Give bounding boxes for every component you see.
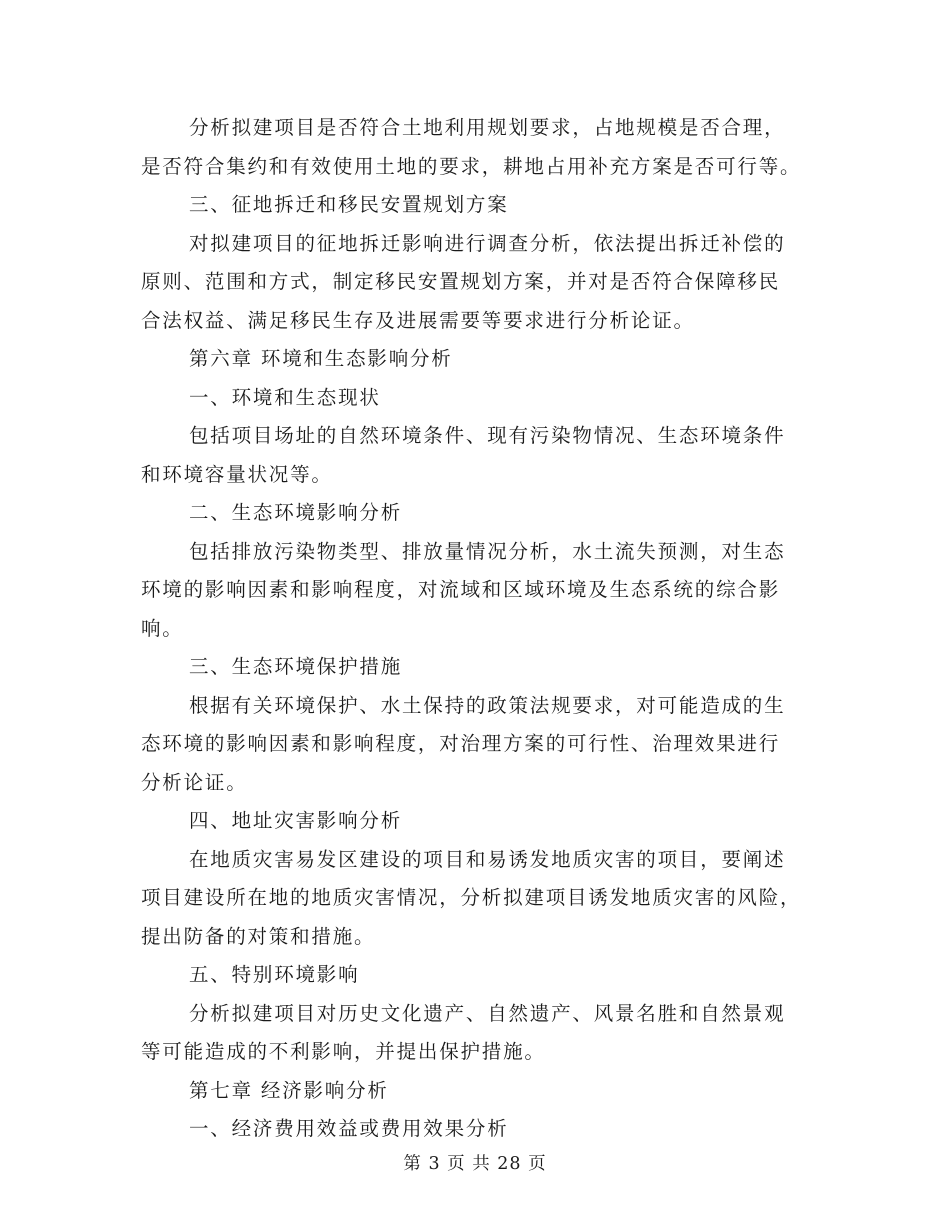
text-line: 对拟建项目的征地拆迁影响进行调查分析，依法提出拆迁补偿的: [189, 231, 786, 255]
text-line: 原则、范围和方式，制定移民安置规划方案，并对是否符合保障移民: [141, 270, 781, 293]
page-number-footer: 第 3 页 共 28 页: [403, 1154, 547, 1174]
text-line: 第六章 环境和生态影响分析: [189, 347, 453, 370]
text-line: 响。: [141, 616, 184, 640]
text-line: 提出防备的对策和措施。: [141, 924, 376, 948]
text-line: 合法权益、满足移民生存及进展需要等要求进行分析论证。: [141, 308, 695, 332]
text-line: 分析拟建项目对历史文化遗产、自然遗产、风景名胜和自然景观: [189, 1001, 786, 1025]
text-line: 等可能造成的不利影响，并提出保护措施。: [141, 1040, 546, 1063]
text-line: 分析拟建项目是否符合土地利用规划要求，占地规模是否合理，: [189, 116, 786, 139]
text-line: 环境的影响因素和影响程度，对流域和区域环境及生态系统的综合影: [141, 578, 781, 601]
text-line: 根据有关环境保护、水土保持的政策法规要求，对可能造成的生: [189, 693, 786, 717]
text-line: 包括排放污染物类型、排放量情况分析，水土流失预测，对生态: [189, 539, 786, 563]
document-body: [141, 109, 811, 1149]
text-line: 是否符合集约和有效使用土地的要求，耕地占用补充方案是否可行等。: [141, 154, 802, 178]
text-line: 五、特别环境影响: [189, 963, 360, 986]
text-line: 三、征地拆迁和移民安置规划方案: [189, 193, 509, 216]
text-line: 和环境容量状况等。: [141, 462, 333, 486]
text-line: 四、地址灾害影响分析: [189, 809, 403, 832]
text-line: 态环境的影响因素和影响程度，对治理方案的可行性、治理效果进行: [141, 732, 781, 755]
text-line: 包括项目场址的自然环境条件、现有污染物情况、生态环境条件: [189, 424, 786, 447]
text-line: 项目建设所在地的地质灾害情况，分析拟建项目诱发地质灾害的风险，: [141, 886, 802, 909]
text-line: 在地质灾害易发区建设的项目和易诱发地质灾害的项目，要阐述: [189, 847, 786, 871]
text-line: 第七章 经济影响分析: [189, 1078, 389, 1102]
text-line: 一、环境和生态现状: [189, 385, 381, 409]
text-line: 一、经济费用效益或费用效果分析: [189, 1117, 509, 1140]
text-line: 三、生态环境保护措施: [189, 655, 403, 678]
text-line: 分析论证。: [141, 770, 248, 794]
text-line: 二、生态环境影响分析: [189, 501, 403, 524]
